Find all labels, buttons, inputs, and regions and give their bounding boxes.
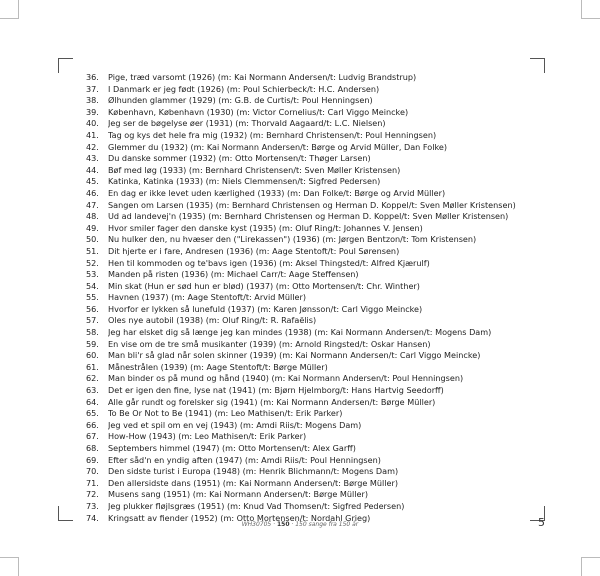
entry-number: 54. [86, 280, 99, 291]
entry-text: Jeg ved et spil om en vej (1943) (m: Amdi Riis/t: Mogens Dam) [108, 419, 362, 430]
footer-count: 150 [276, 521, 290, 528]
entry-number: 49. [86, 222, 99, 233]
list-item [86, 489, 536, 501]
list-item [86, 269, 536, 281]
list-item [86, 84, 536, 96]
list-item [86, 443, 536, 455]
entry-text: En vise om de tre små musikanter (1939) (m: Arnold Ringsted/t: Oskar Hansen) [108, 338, 431, 349]
list-item [86, 95, 536, 107]
entry-number: 52. [86, 257, 99, 268]
list-item [86, 258, 536, 270]
entry-number: 60. [86, 350, 99, 361]
entry-text: Ølhunden glammer (1929) (m: G.B. de Curtis/t: Poul Henningsen) [108, 95, 373, 106]
entry-text: Min skat (Hun er sød hun er blød) (1937) (m: Otto Mortensen/t: Chr. Winther) [108, 280, 420, 291]
footer: WH30705 · 150 · 150 sange fra 150 år [241, 521, 359, 528]
entry-text: Pige, træd varsomt (1926) (m: Kai Normann Andersen/t: Ludvig Brandstrup) [108, 72, 417, 82]
entry-number: 68. [86, 443, 99, 453]
entry-text: Månestrålen (1939) (m: Aage Stentoft/t: Børge Müller) [108, 361, 328, 372]
entry-text: Jeg plukker fløjlsgræs (1951) (m: Knud Vad Thomsen/t: Sigfred Pedersen) [108, 500, 405, 511]
entry-text: Manden på risten (1936) (m: Michael Carr/t: Aage Steffensen) [108, 269, 359, 280]
entry-number: 62. [86, 373, 99, 384]
entry-number: 39. [86, 106, 99, 117]
list-item [86, 455, 536, 467]
entry-text: Det er igen den fine, lyse nat (1941) (m: Bjørn Hjelmborg/t: Hans Hartvig Seedorff) [108, 385, 444, 396]
entry-text: Jeg ser de bøgelyse øer (1931) (m: Thorvald Aagaard/t: L.C. Nielsen) [108, 118, 386, 129]
entry-number: 70. [86, 466, 99, 477]
entry-number: 65. [86, 408, 99, 419]
entry-number: 41. [86, 129, 99, 140]
entry-text: How-How (1943) (m: Leo Mathisen/t: Erik Parker) [108, 431, 307, 442]
entry-text: Glemmer du (1932) (m: Kai Normann Andersen/t: Børge og Arvid Müller, Dan Folke) [108, 141, 447, 152]
entry-text: København, København (1930) (m: Victor Cornelius/t: Carl Viggo Meincke) [108, 106, 409, 117]
list-item [86, 373, 536, 385]
entry-text: Hvorfor er lykken så lunefuld (1937) (m: Karen Jønsson/t: Carl Viggo Meincke) [108, 303, 423, 314]
entry-number: 57. [86, 315, 99, 326]
entry-number: 47. [86, 199, 99, 210]
list-item [86, 281, 536, 293]
entry-text: Alle går rundt og forelsker sig (1941) (m: Kai Normann Andersen/t: Børge Müller) [108, 396, 436, 407]
list-item [86, 362, 536, 374]
entry-number: 51. [86, 245, 99, 256]
list-item [86, 118, 536, 130]
list-item [86, 501, 536, 513]
list-item [86, 107, 536, 119]
entry-number: 44. [86, 164, 99, 175]
entry-number: 36. [86, 72, 99, 82]
list-item [86, 142, 536, 154]
entry-text: Havnen (1937) (m: Aage Stentoft/t: Arvid Müller) [108, 292, 306, 303]
entry-text: Sangen om Larsen (1935) (m: Bernhard Christensen og Herman D. Koppel/t: Sven Møller Kristensen) [108, 199, 516, 210]
entry-number: 40. [86, 118, 99, 129]
entry-number: 48. [86, 211, 99, 222]
entry-number: 56. [86, 303, 99, 314]
entry-text: Kringsatt av fiender (1952) (m: Otto Mortensen/t: Nordahl Grieg) [108, 512, 371, 523]
list-item [86, 408, 536, 420]
entry-number: 66. [86, 419, 99, 430]
list-item [86, 72, 536, 84]
entry-number: 43. [86, 153, 99, 164]
entry-text: Den sidste turist i Europa (1948) (m: Henrik Blichmann/t: Mogens Dam) [108, 466, 399, 477]
entry-number: 42. [86, 141, 99, 152]
list-item [86, 153, 536, 165]
footer-catalog: WH30705 [241, 521, 272, 528]
list-item [86, 478, 536, 490]
entry-number: 37. [86, 83, 99, 94]
crop-mark-bottom-left [58, 506, 73, 521]
list-item [86, 188, 536, 200]
list-item [86, 176, 536, 188]
entry-text: Oles nye autobil (1938) (m: Oluf Ring/t: R. Rafaëlis) [108, 315, 317, 326]
entry-text: Ud ad landevej'n (1935) (m: Bernhard Christensen og Herman D. Koppel/t: Sven Møller Kristensen) [108, 211, 509, 222]
list-item [86, 304, 536, 316]
entry-text: Musens sang (1951) (m: Kai Normann Andersen/t: Børge Müller) [108, 489, 368, 500]
entry-text: Man bli'r så glad når solen skinner (1939) (m: Kai Normann Andersen/t: Carl Viggo Meincke) [108, 350, 481, 361]
entry-number: 45. [86, 176, 99, 187]
entry-number: 50. [86, 234, 99, 245]
entry-number: 73. [86, 500, 99, 511]
list-item [86, 385, 536, 397]
entry-number: 71. [86, 477, 99, 488]
list-item [86, 165, 536, 177]
list-item [86, 200, 536, 212]
list-item [86, 466, 536, 478]
list-item [86, 246, 536, 258]
entry-number: 53. [86, 269, 99, 280]
entry-text: Du danske sommer (1932) (m: Otto Mortensen/t: Thøger Larsen) [108, 153, 371, 164]
list-item [86, 130, 536, 142]
crop-mark-top-right [530, 58, 545, 73]
entry-number: 59. [86, 338, 99, 349]
entry-number: 61. [86, 361, 99, 372]
entry-number: 55. [86, 292, 99, 303]
crop-mark-top-left [58, 58, 73, 73]
entry-text: Hen til kommoden og te'bavs igen (1936) (m: Aksel Thingsted/t: Alfred Kjærulf) [108, 257, 430, 268]
entry-number: 46. [86, 187, 99, 198]
entry-number: 63. [86, 385, 99, 396]
entry-text: Efter såd'n en yndig aften (1947) (m: Amdi Riis/t: Poul Henningsen) [108, 454, 381, 465]
corner-mark-top-right [581, 0, 600, 19]
list-item [86, 211, 536, 223]
list-item [86, 292, 536, 304]
list-item [86, 397, 536, 409]
list-item [86, 420, 536, 432]
entry-number: 72. [86, 489, 99, 500]
entry-text: Katinka, Katinka (1933) (m: Niels Clemmensen/t: Sigfred Pedersen) [108, 176, 381, 187]
entry-text: Hvor smiler fager den danske kyst (1935) (m: Oluf Ring/t: Johannes V. Jensen) [108, 222, 423, 233]
list-item [86, 234, 536, 246]
list-item [86, 339, 536, 351]
entry-number: 38. [86, 95, 99, 106]
entry-text: Man binder os på mund og hånd (1940) (m: Kai Normann Andersen/t: Poul Henningsen) [108, 373, 464, 384]
list-item [86, 350, 536, 362]
entry-number: 69. [86, 454, 99, 465]
entry-text: Nu hulker den, nu hvæser den ("Lirekassen") (1936) (m: Jørgen Bentzon/t: Tom Kristensen) [108, 234, 477, 245]
entry-text: I Danmark er jeg født (1926) (m: Poul Schierbeck/t: H.C. Andersen) [108, 83, 380, 94]
list-item [86, 327, 536, 339]
entry-number: 67. [86, 431, 99, 442]
entry-text: Den allersidste dans (1951) (m: Kai Normann Andersen/t: Børge Müller) [108, 477, 398, 488]
entry-number: 64. [86, 396, 99, 407]
entry-text: En dag er ikke levet uden kærlighed (1933) (m: Dan Folke/t: Børge og Arvid Müller) [108, 187, 446, 198]
entry-text: Jeg har elsket dig så længe jeg kan mindes (1938) (m: Kai Normann Andersen/t: Mogens Dam) [108, 327, 492, 338]
entry-text: Dit hjerte er i fare, Andresen (1936) (m: Aage Stentoft/t: Poul Sørensen) [108, 245, 400, 256]
entry-text: Tag og kys det hele fra mig (1932) (m: Bernhard Christensen/t: Poul Henningsen) [108, 129, 437, 140]
entry-number: 74. [86, 512, 99, 523]
entry-text: Septembers himmel (1947) (m: Otto Mortensen/t: Alex Garff) [108, 443, 356, 453]
entry-text: Bøf med løg (1933) (m: Bernhard Christensen/t: Sven Møller Kristensen) [108, 164, 401, 175]
corner-mark-top-left [0, 0, 19, 19]
page-number: 5 [538, 516, 545, 529]
entry-text: To Be Or Not to Be (1941) (m: Leo Mathisen/t: Erik Parker) [108, 408, 343, 419]
list-item [86, 431, 536, 443]
corner-mark-bottom-right [581, 557, 600, 576]
list-item [86, 315, 536, 327]
footer-title: 150 sange fra 150 år [295, 521, 359, 528]
entry-number: 58. [86, 327, 99, 338]
corner-mark-bottom-left [0, 557, 19, 576]
list-item [86, 223, 536, 235]
song-list [86, 72, 536, 524]
